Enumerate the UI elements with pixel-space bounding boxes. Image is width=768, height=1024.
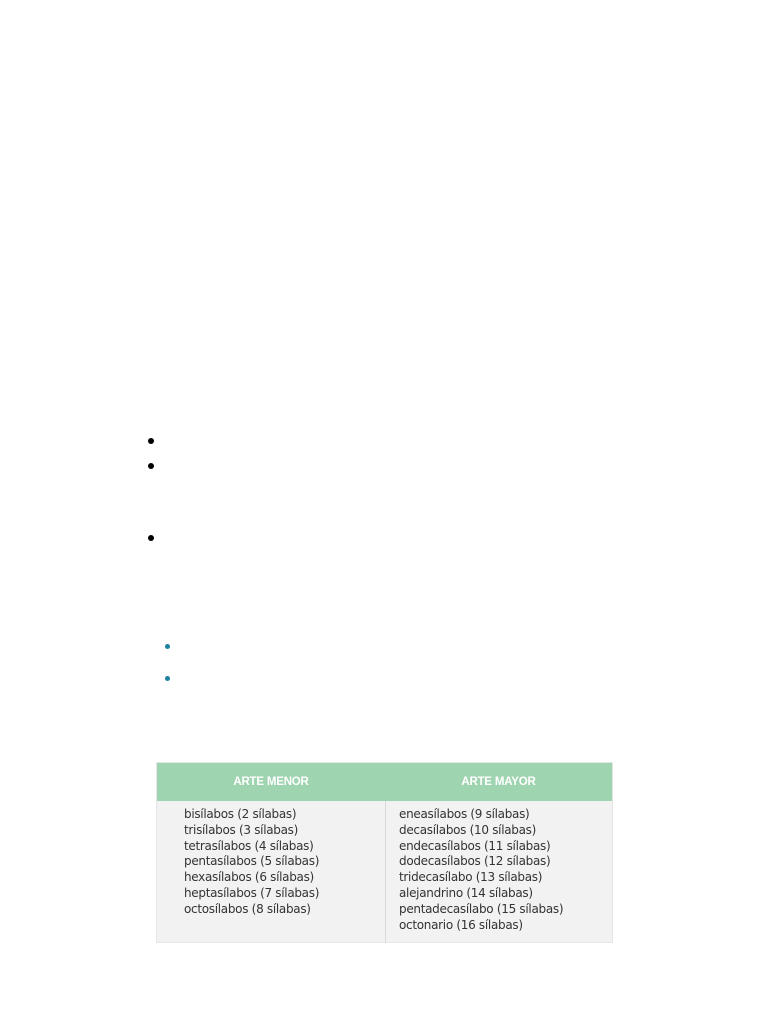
list-item: dodecasílabos (12 sílabas): [399, 854, 551, 869]
list-item: heptasílabos (7 sílabas): [184, 885, 320, 900]
list-item: bisílabos (2 sílabas): [184, 807, 297, 821]
list-item: pentasílabos (5 sílabas): [184, 854, 320, 869]
list-item: octosílabos (8 sílabas): [184, 901, 311, 916]
list-item: octonario (16 sílabas): [399, 917, 523, 932]
verse-metre-table: [156, 762, 613, 943]
sub-bullet-marker: [165, 676, 170, 681]
arte-menor-list: [184, 807, 319, 918]
bullet-marker: [148, 535, 154, 541]
column-divider: [385, 801, 386, 943]
list-item: alejandrino (14 sílabas): [399, 885, 533, 900]
bullet-marker: [148, 463, 154, 469]
list-item: decasílabos (10 sílabas): [399, 822, 536, 837]
table-header: [157, 763, 612, 801]
list-item: eneasílabos (9 sílabas): [399, 807, 530, 821]
bullet-marker: [148, 438, 154, 444]
list-item: endecasílabos (11 sílabas): [399, 838, 551, 853]
list-item: pentadecasílabo (15 sílabas): [399, 901, 564, 916]
header-arte-mayor: ARTE MAYOR: [461, 776, 536, 788]
list-item: tridecasílabo (13 sílabas): [399, 870, 543, 885]
list-item: trisílabos (3 sílabas): [184, 822, 298, 837]
list-item: hexasílabos (6 sílabas): [184, 870, 314, 885]
list-item: tetrasílabos (4 sílabas): [184, 838, 314, 853]
sub-bullet-marker: [165, 644, 170, 649]
arte-mayor-list: [399, 807, 563, 933]
header-arte-menor: ARTE MENOR: [233, 776, 309, 788]
